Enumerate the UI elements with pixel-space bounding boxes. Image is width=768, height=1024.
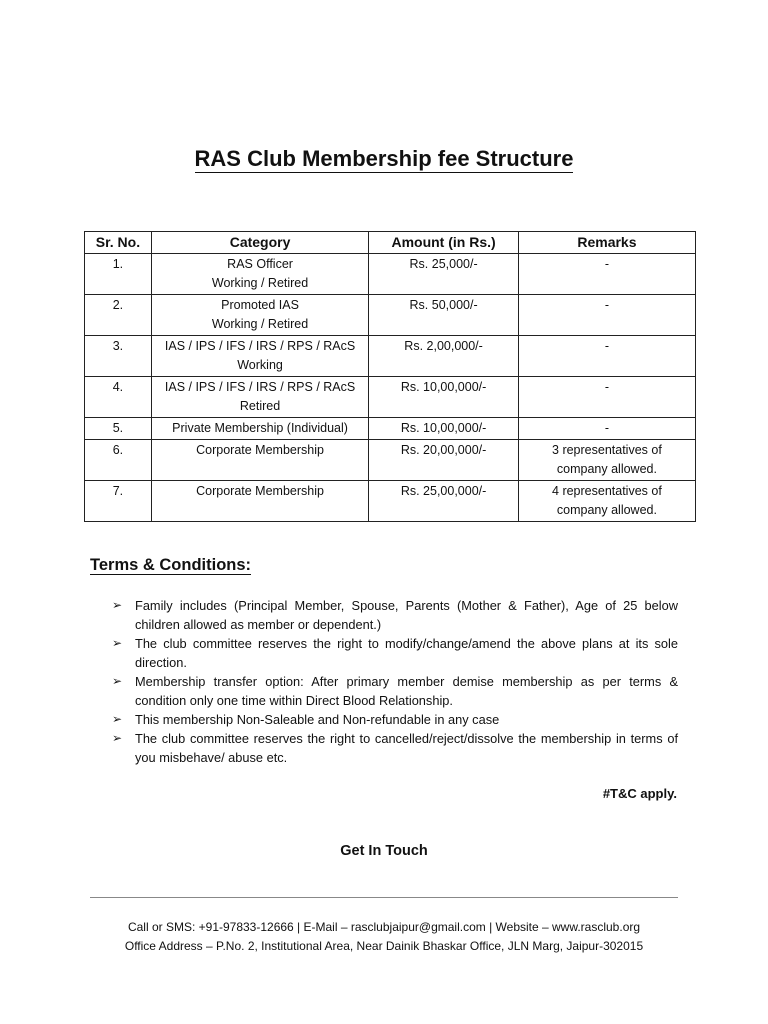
arrow-bullet-icon: ➢ xyxy=(112,712,123,726)
cell-sr-no xyxy=(85,481,152,522)
cell-category-line: Corporate Membership xyxy=(196,484,324,498)
cell-category-line: Retired xyxy=(239,399,281,413)
cell-sr-no xyxy=(85,295,152,336)
cell-category xyxy=(151,295,368,336)
cell-category-line: Working xyxy=(237,358,283,372)
terms-list xyxy=(112,596,678,767)
cell-amount xyxy=(369,377,519,418)
cell-category xyxy=(151,481,368,522)
cell-amount xyxy=(369,481,519,522)
list-item xyxy=(112,596,678,634)
header-amount: Amount (in Rs.) xyxy=(369,232,519,254)
cell-remarks xyxy=(518,295,695,336)
table-row xyxy=(85,254,696,295)
cell-category-line: RAS Officer xyxy=(227,257,293,271)
cell-category-line: Private Membership (Individual) xyxy=(172,421,348,435)
cell-amount-line: Rs. 50,000/- xyxy=(409,298,478,312)
cell-amount xyxy=(369,254,519,295)
cell-amount xyxy=(369,336,519,377)
cell-amount-line: Rs. 10,00,000/- xyxy=(400,421,487,435)
cell-category-line: Working / Retired xyxy=(211,317,309,331)
cell-amount-line: Rs. 25,00,000/- xyxy=(400,484,487,498)
cell-amount-line: Rs. 20,00,000/- xyxy=(400,443,487,457)
term-text: Family includes (Principal Member, Spouse, Parents (Mother & Father), Age of 25 below children allowed as member or dependent.) xyxy=(135,598,678,632)
cell-remarks xyxy=(518,336,695,377)
cell-sr-no-line: 1. xyxy=(112,257,124,271)
cell-sr-no xyxy=(85,336,152,377)
cell-remarks-line: - xyxy=(604,421,609,435)
cell-category xyxy=(151,336,368,377)
cell-remarks-line: company allowed. xyxy=(556,462,657,476)
cell-remarks-line: company allowed. xyxy=(556,503,657,517)
term-text: This membership Non-Saleable and Non-refundable in any case xyxy=(135,712,500,727)
cell-remarks xyxy=(518,254,695,295)
table-row xyxy=(85,418,696,440)
cell-category xyxy=(151,254,368,295)
contact-line: Call or SMS: +91-97833-12666 | E-Mail – rasclubjaipur@gmail.com | Website – www.rasclub.org xyxy=(127,920,641,934)
cell-category xyxy=(151,440,368,481)
cell-amount xyxy=(369,418,519,440)
cell-category-line: Corporate Membership xyxy=(196,443,324,457)
cell-remarks-line: 4 representatives of xyxy=(552,484,662,498)
term-text: The club committee reserves the right to cancelled/reject/dissolve the membership in terms of you misbehave/ abuse etc. xyxy=(135,731,678,765)
divider-line xyxy=(90,897,678,898)
table-row xyxy=(85,336,696,377)
cell-amount-line: Rs. 25,000/- xyxy=(409,257,478,271)
tc-apply-note: #T&C apply. xyxy=(602,786,677,801)
cell-amount xyxy=(369,295,519,336)
cell-sr-no-line: 5. xyxy=(112,421,124,435)
cell-remarks xyxy=(518,377,695,418)
cell-sr-no-line: 3. xyxy=(112,339,124,353)
cell-remarks-line: - xyxy=(604,298,609,312)
table-row xyxy=(85,481,696,522)
table-header-row xyxy=(85,232,696,254)
terms-heading: Terms & Conditions: xyxy=(90,556,252,574)
cell-sr-no-line: 4. xyxy=(112,380,124,394)
arrow-bullet-icon: ➢ xyxy=(112,598,123,612)
cell-sr-no-line: 6. xyxy=(112,443,124,457)
contact-footer xyxy=(0,918,768,956)
cell-category xyxy=(151,418,368,440)
cell-amount xyxy=(369,440,519,481)
list-item xyxy=(112,710,678,729)
get-in-touch-heading: Get In Touch xyxy=(340,843,428,859)
page-title: RAS Club Membership fee Structure xyxy=(194,146,574,171)
cell-category-line: IAS / IPS / IFS / IRS / RPS / RAcS xyxy=(164,339,356,353)
cell-sr-no xyxy=(85,254,152,295)
list-item xyxy=(112,729,678,767)
cell-sr-no xyxy=(85,418,152,440)
header-sr-no: Sr. No. xyxy=(85,232,152,254)
table-row xyxy=(85,295,696,336)
cell-category-line: IAS / IPS / IFS / IRS / RPS / RAcS xyxy=(164,380,356,394)
header-remarks: Remarks xyxy=(518,232,695,254)
header-category: Category xyxy=(151,232,368,254)
cell-remarks-line: 3 representatives of xyxy=(552,443,662,457)
cell-category-line: Promoted IAS xyxy=(221,298,299,312)
cell-remarks xyxy=(518,418,695,440)
cell-sr-no-line: 2. xyxy=(112,298,124,312)
cell-category xyxy=(151,377,368,418)
cell-remarks xyxy=(518,481,695,522)
cell-amount-line: Rs. 2,00,000/- xyxy=(404,339,483,353)
cell-remarks-line: - xyxy=(604,380,609,394)
cell-category-line: Working / Retired xyxy=(211,276,309,290)
cell-sr-no-line: 7. xyxy=(112,484,124,498)
cell-remarks xyxy=(518,440,695,481)
arrow-bullet-icon: ➢ xyxy=(112,731,123,745)
table-row xyxy=(85,440,696,481)
arrow-bullet-icon: ➢ xyxy=(112,636,123,650)
arrow-bullet-icon: ➢ xyxy=(112,674,123,688)
table-row xyxy=(85,377,696,418)
cell-sr-no xyxy=(85,377,152,418)
cell-sr-no xyxy=(85,440,152,481)
fee-table xyxy=(84,231,696,522)
term-text: Membership transfer option: After primary member demise membership as per terms & condition only one time within Direct Blood Relationship. xyxy=(135,674,678,708)
term-text: The club committee reserves the right to modify/change/amend the above plans at its sole direction. xyxy=(135,636,678,670)
address-line: Office Address – P.No. 2, Institutional Area, Near Dainik Bhaskar Office, JLN Marg, Jaipur-302015 xyxy=(124,939,644,953)
cell-remarks-line: - xyxy=(604,339,609,353)
list-item xyxy=(112,634,678,672)
cell-remarks-line: - xyxy=(604,257,609,271)
cell-amount-line: Rs. 10,00,000/- xyxy=(400,380,487,394)
list-item xyxy=(112,672,678,710)
fee-table-body xyxy=(85,254,696,522)
